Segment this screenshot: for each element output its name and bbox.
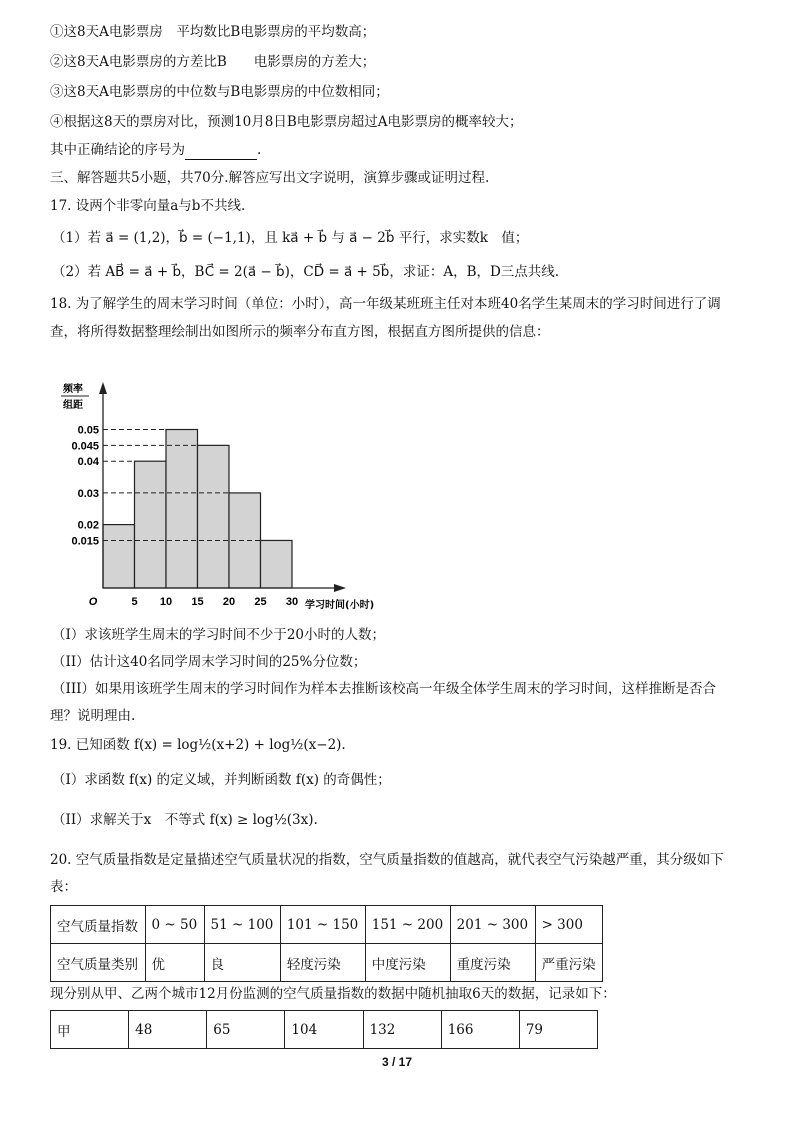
y-tick-label: 0.03 — [77, 487, 99, 500]
table-row — [51, 944, 603, 982]
section-3-heading: 三、解答题共5小题，共70分.解答应写出文字说明，演算步骤或证明过程. — [50, 170, 490, 186]
y-tick-label: 0.05 — [77, 424, 99, 437]
answer-prompt: 其中正确结论的序号为 — [50, 142, 185, 158]
table-cell: 良 — [204, 944, 280, 982]
table-row — [51, 1011, 598, 1049]
q17-stem: 17. 设两个非零向量a与b不共线. — [50, 198, 246, 214]
table-cell: 201 ~ 300 — [450, 906, 535, 944]
q19-part1: （I）求函数 f(x) 的定义域，并判断函数 f(x) 的奇偶性； — [52, 772, 391, 788]
q19-part2: （II）求解关于x 不等式 f(x) ≥ log½(3x). — [52, 812, 318, 828]
frequency-histogram — [55, 378, 405, 613]
table-cell: 101 ~ 150 — [280, 906, 365, 944]
q20-stem-1: 20. 空气质量指数是定量描述空气质量状况的指数，空气质量指数的值越高，就代表空气污染越严重，其分级如下 — [50, 852, 724, 868]
table-cell: 优 — [145, 944, 204, 982]
city-data-table — [50, 1010, 598, 1049]
table-cell: 51 ~ 100 — [204, 906, 280, 944]
table-cell: 166 — [441, 1011, 519, 1049]
histogram-bar — [135, 461, 167, 588]
table-cell: 0 ~ 50 — [145, 906, 204, 944]
y-tick-label: 0.045 — [71, 440, 99, 453]
q19-stem: 19. 已知函数 f(x) = log½(x+2) + log½(x−2). — [50, 737, 346, 753]
y-tick-label: 0.04 — [77, 456, 99, 469]
histogram-bar — [198, 445, 230, 588]
table-cell: 轻度污染 — [280, 944, 365, 982]
table-row — [51, 906, 603, 944]
period: . — [257, 142, 262, 158]
table-cell: 132 — [363, 1011, 441, 1049]
histogram-bar — [103, 525, 135, 588]
aqi-table — [50, 905, 603, 982]
statement-4: ④根据这8天的票房对比，预测10月8日B电影票房超过A电影票房的概率较大； — [50, 114, 523, 130]
y-tick-label: 0.02 — [77, 519, 99, 532]
table-cell: 甲 — [51, 1011, 129, 1049]
answer-blank — [185, 145, 257, 160]
q17-part1: （1）若 a⃗ = (1,2)，b⃗ = (−1,1)，且 ka⃗ + b⃗ 与 a⃗ − 2b⃗ 平行，求实数k 值； — [52, 230, 529, 246]
table-cell: 104 — [285, 1011, 363, 1049]
table-cell: 严重污染 — [535, 944, 602, 982]
y-tick-label: 0.015 — [71, 535, 99, 548]
x-tick-label: 25 — [254, 596, 267, 608]
table-cell: 空气质量指数 — [51, 906, 146, 944]
statement-3: ③这8天A电影票房的中位数与B电影票房的中位数相同； — [50, 84, 389, 100]
y-axis-arrow-icon — [99, 382, 107, 394]
x-tick-label: 5 — [131, 596, 138, 608]
x-tick-label: 20 — [222, 596, 236, 608]
x-tick-label: 15 — [191, 596, 204, 608]
page-number: 3 / 17 — [381, 1055, 413, 1069]
q20-between-text: 现分别从甲、乙两个城市12月份监测的空气质量指数的数据中随机抽取6天的数据，记录如下： — [50, 986, 616, 1002]
q18-part3: （III）如果用该班学生周末的学习时间作为样本去推断该校高一年级全体学生周末的学习时间，这样推断是否合 — [52, 681, 716, 697]
x-tick-label: 10 — [159, 596, 173, 608]
q18-stem-1: 18. 为了解学生的周末学习时间（单位：小时），高一年级某班班主任对本班40名学生某周末的学习时间进行了调 — [50, 296, 721, 312]
q18-stem-2: 查，将所得数据整理绘制出如图所示的频率分布直方图，根据直方图所提供的信息： — [50, 324, 550, 340]
table-cell: 79 — [519, 1011, 597, 1049]
answer-line — [50, 140, 261, 160]
q20-stem-2: 表： — [50, 879, 77, 895]
q18-part3-cont: 理？说明理由. — [50, 708, 136, 724]
origin-label: O — [88, 596, 98, 608]
x-axis-arrow-icon — [334, 584, 346, 592]
table-cell: 65 — [207, 1011, 285, 1049]
q18-part2: （II）估计这40名同学周末学习时间的25%分位数； — [52, 654, 367, 670]
statement-2: ②这8天A电影票房的方差比B 电影票房的方差大； — [50, 54, 376, 70]
table-cell: > 300 — [535, 906, 602, 944]
statement-1: ①这8天A电影票房 平均数比B电影票房的平均数高； — [50, 24, 376, 40]
q17-part2: （2）若 AB⃗ = a⃗ + b⃗，BC⃗ = 2(a⃗ − b⃗)，CD⃗ = a⃗ + 5b⃗，求证：A，B，D三点共线. — [52, 264, 560, 280]
table-cell: 重度污染 — [450, 944, 535, 982]
histogram-bar — [261, 540, 293, 588]
y-label-denominator: 组距 — [63, 400, 83, 411]
table-cell: 空气质量类别 — [51, 944, 146, 982]
x-tick-label: 30 — [285, 596, 299, 608]
q18-part1: （I）求该班学生周末的学习时间不少于20小时的人数； — [52, 627, 386, 643]
histogram-bar — [166, 430, 198, 589]
table-cell: 151 ~ 200 — [365, 906, 450, 944]
table-cell: 中度污染 — [365, 944, 450, 982]
x-axis-label: 学习时间(小时) — [305, 600, 375, 611]
table-cell: 48 — [129, 1011, 207, 1049]
y-label-numerator: 频率 — [63, 384, 83, 395]
